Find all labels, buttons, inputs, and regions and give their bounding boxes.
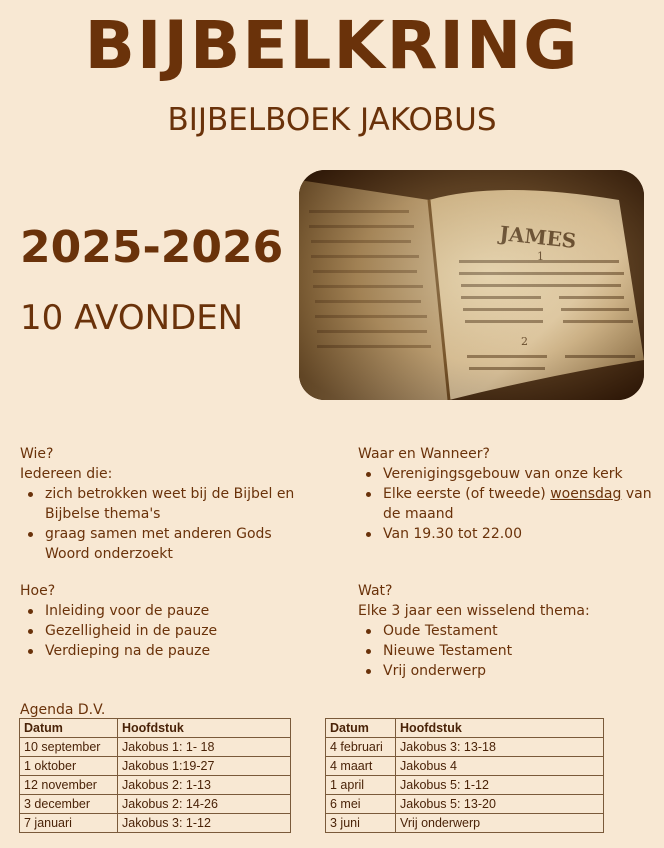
list-item: Gezelligheid in de pauze <box>42 621 320 641</box>
chapter-cell: Jakobus 4 <box>396 757 604 776</box>
date-cell: 3 juni <box>326 814 396 833</box>
weekday-underlined: woensdag <box>550 486 622 502</box>
chapter-cell: Jakobus 3: 1-12 <box>118 814 291 833</box>
waar-heading: Waar en Wanneer? <box>358 446 490 462</box>
wat-intro: Elke 3 jaar een wisselend thema: <box>358 603 590 619</box>
table-row <box>326 738 604 757</box>
chapter-cell: Jakobus 3: 13-18 <box>396 738 604 757</box>
list-item: zich betrokken weet bij de Bijbel en Bijbelse thema's <box>42 484 320 524</box>
table-row <box>20 814 291 833</box>
chapter-cell: Jakobus 1: 1- 18 <box>118 738 291 757</box>
wie-list <box>20 484 320 564</box>
date-cell: 7 januari <box>20 814 118 833</box>
list-item: Oude Testament <box>380 621 658 641</box>
wie-section <box>20 444 320 564</box>
column-header-chapter: Hoofdstuk <box>396 719 604 738</box>
list-item: Verenigingsgebouw van onze kerk <box>380 464 658 484</box>
date-cell: 6 mei <box>326 795 396 814</box>
chapter-cell: Jakobus 2: 1-13 <box>118 776 291 795</box>
season-years: 2025-2026 <box>20 222 284 273</box>
bible-photo <box>299 170 644 400</box>
date-cell: 1 oktober <box>20 757 118 776</box>
column-header-date: Datum <box>326 719 396 738</box>
date-cell: 4 februari <box>326 738 396 757</box>
chapter-cell: Jakobus 5: 13-20 <box>396 795 604 814</box>
chapter-cell: Jakobus 5: 1-12 <box>396 776 604 795</box>
table-row <box>20 795 291 814</box>
hoe-heading: Hoe? <box>20 583 56 599</box>
table-row <box>326 776 604 795</box>
wat-section <box>358 581 658 681</box>
wie-heading: Wie? <box>20 446 54 462</box>
evenings-count: 10 AVONDEN <box>20 298 244 338</box>
page-subtitle: BIJBELBOEK JAKOBUS <box>167 102 497 138</box>
chapter-cell: Jakobus 1:19-27 <box>118 757 291 776</box>
list-item: Verdieping na de pauze <box>42 641 320 661</box>
chapter-cell: Vrij onderwerp <box>396 814 604 833</box>
agenda-title: Agenda D.V. <box>20 702 106 718</box>
list-item: Van 19.30 tot 22.00 <box>380 524 658 544</box>
table-header-row <box>326 719 604 738</box>
date-cell: 12 november <box>20 776 118 795</box>
wat-heading: Wat? <box>358 583 393 599</box>
list-item-text: van de maand <box>383 486 652 522</box>
table-row <box>20 757 291 776</box>
table-row <box>326 757 604 776</box>
waar-list <box>358 464 658 544</box>
agenda-table-right <box>325 718 604 833</box>
table-row <box>20 738 291 757</box>
wie-intro: Iedereen die: <box>20 466 113 482</box>
table-header-row <box>20 719 291 738</box>
list-item: Inleiding voor de pauze <box>42 601 320 621</box>
waar-section <box>358 444 658 544</box>
list-item <box>380 484 658 524</box>
date-cell: 1 april <box>326 776 396 795</box>
chapter-cell: Jakobus 2: 14-26 <box>118 795 291 814</box>
list-item: Vrij onderwerp <box>380 661 658 681</box>
hoe-section <box>20 581 320 661</box>
page-title: BIJBELKRING <box>84 7 580 84</box>
date-cell: 4 maart <box>326 757 396 776</box>
table-row <box>326 795 604 814</box>
column-header-chapter: Hoofdstuk <box>118 719 291 738</box>
date-cell: 3 december <box>20 795 118 814</box>
table-row <box>20 776 291 795</box>
bible-page-heading: JAMES <box>498 221 578 254</box>
list-item-text: Elke eerste (of tweede) <box>383 486 551 502</box>
list-item: graag samen met anderen Gods Woord onderzoekt <box>42 524 320 564</box>
wat-list <box>358 621 658 681</box>
table-row <box>326 814 604 833</box>
column-header-date: Datum <box>20 719 118 738</box>
list-item: Nieuwe Testament <box>380 641 658 661</box>
hoe-list <box>20 601 320 661</box>
date-cell: 10 september <box>20 738 118 757</box>
bible-chapter-number: 1 <box>537 250 544 263</box>
agenda-table-left <box>19 718 291 833</box>
bible-chapter-two: 2 <box>521 335 528 348</box>
